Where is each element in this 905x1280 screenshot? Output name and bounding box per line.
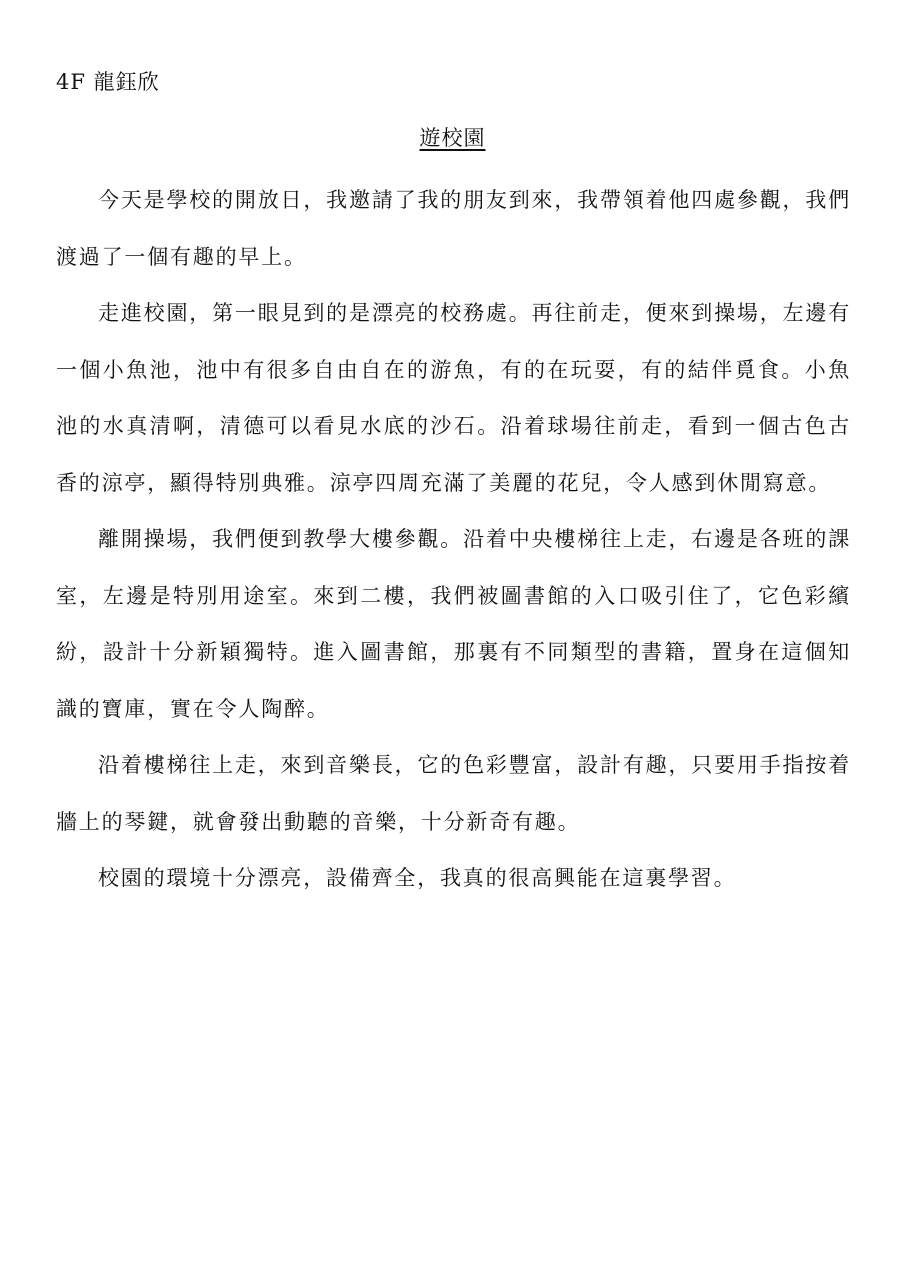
paragraph-3: 離開操場，我們便到教學大樓參觀。沿着中央樓梯往上走，右邊是各班的課室，左邊是特別用途室。來到二樓，我們被圖書館的入口吸引住了，它色彩繽紛，設計十分新穎獨特。進入圖書館，那裏有不同類型的書籍，置身在這個知識的寶庫，實在令人陶醉。: [56, 527, 851, 721]
author-line: 4F 龍鈺欣: [56, 70, 160, 94]
essay-body: [56, 172, 851, 907]
essay-title: 遊校園: [419, 126, 486, 150]
paragraph-2: 走進校園，第一眼見到的是漂亮的校務處。再往前走，便來到操場，左邊有一個小魚池，池中有很多自由自在的游魚，有的在玩耍，有的結伴覓食。小魚池的水真清啊，清德可以看見水底的沙石。沿着球場往前走，看到一個古色古香的涼亭，顯得特別典雅。涼亭四周充滿了美麗的花兒，令人感到休閒寫意。: [56, 301, 851, 495]
paragraph-5: 校園的環境十分漂亮，設備齊全，我真的很高興能在這裏學習。: [98, 866, 737, 890]
essay-title-container: [0, 124, 905, 152]
paragraph-4: 沿着樓梯往上走，來到音樂長，它的色彩豐富，設計有趣，只要用手指按着牆上的琴鍵，就會發出動聽的音樂，十分新奇有趣。: [56, 753, 851, 834]
paragraph-1: 今天是學校的開放日，我邀請了我的朋友到來，我帶領着他四處參觀，我們渡過了一個有趣的早上。: [56, 188, 851, 269]
